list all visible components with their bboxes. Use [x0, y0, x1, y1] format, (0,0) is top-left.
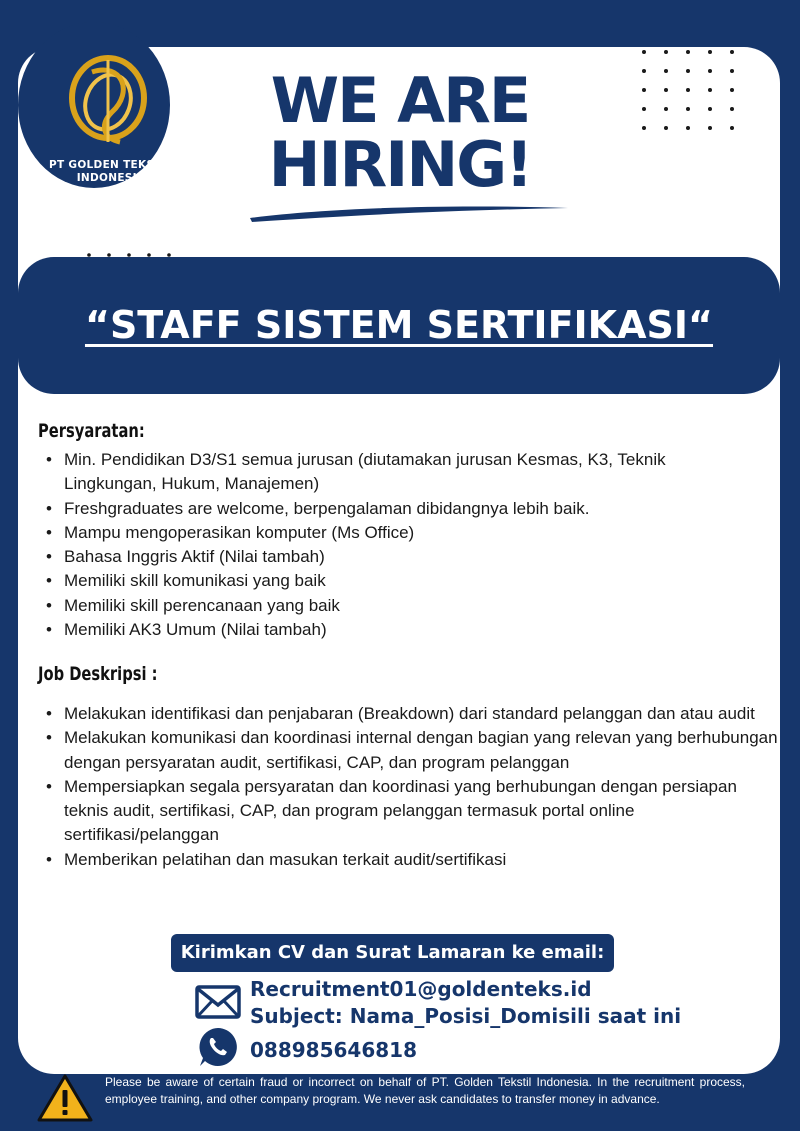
requirements-heading: Persyaratan: — [38, 420, 145, 442]
list-item: • Melakukan komunikasi dan koordinasi internal dengan bagian yang relevan yang berhubungan dengan persyaratan audit, sertifikasi, CAP, dan program pelanggan — [38, 726, 778, 775]
list-item: • Memiliki AK3 Umum (Nilai tambah) — [38, 618, 758, 642]
list-item: • Bahasa Inggris Aktif (Nilai tambah) — [38, 545, 758, 569]
headline-line-2: HIRING! — [268, 128, 532, 201]
logo-badge — [18, 22, 173, 188]
headline-line-1: WE ARE — [270, 64, 530, 137]
list-item: • Min. Pendidikan D3/S1 semua jurusan (diutamakan jurusan Kesmas, K3, Teknik Lingkungan, Hukum, Manajemen) — [38, 448, 758, 497]
list-item: • Memiliki skill komunikasi yang baik — [38, 569, 758, 593]
warning-icon — [36, 1073, 94, 1123]
list-item: • Freshgraduates are welcome, berpengalaman dibidangnya lebih baik. — [38, 497, 758, 521]
envelope-icon — [195, 985, 241, 1019]
list-item: • Memiliki skill perencanaan yang baik — [38, 594, 758, 618]
email-subject-text: Subject: Nama_Posisi_Domisili saat ini — [250, 1004, 682, 1028]
job-description-list — [38, 702, 778, 872]
brush-stroke-underline — [248, 200, 570, 226]
fraud-disclaimer: Please be aware of certain fraud or incorrect on behalf of PT. Golden Tekstil Indonesia. In the recruitment process, employee training, and other company program. We never ask candidates to transfer money in advance. — [105, 1075, 745, 1106]
list-item: • Melakukan identifikasi dan penjabaran (Breakdown) dari standard pelanggan dan atau audit — [38, 702, 778, 726]
logo-line-1: PT GOLDEN TEKSTIL — [49, 159, 173, 171]
list-item: • Memberikan pelatihan dan masukan terkait audit/sertifikasi — [38, 848, 778, 872]
requirements-list — [38, 448, 758, 642]
golden-ring-logo-icon — [62, 52, 154, 148]
position-title — [18, 300, 780, 350]
logo-line-2: INDONESIA — [76, 172, 146, 184]
send-cv-callout: Kirimkan CV dan Surat Lamaran ke email: — [171, 934, 614, 972]
company-logo-text — [40, 159, 182, 185]
position-title-text: “STAFF SISTEM SERTIFIKASI“ — [84, 303, 714, 347]
whatsapp-icon — [197, 1026, 239, 1068]
decorative-dot-grid — [640, 48, 736, 132]
phone-number[interactable]: 088985646818 — [250, 1038, 417, 1062]
list-item: • Mempersiapkan segala persyaratan dan koordinasi yang berhubungan dengan persiapan teknis audit, sertifikasi, CAP, dan program pelanggan termasuk portal online sertifikasi/pelanggan — [38, 775, 778, 848]
list-item: • Mampu mengoperasikan komputer (Ms Office) — [38, 521, 758, 545]
email-link[interactable]: Recruitment01@goldenteks.id — [250, 977, 592, 1001]
job-description-heading: Job Deskripsi : — [38, 663, 158, 685]
